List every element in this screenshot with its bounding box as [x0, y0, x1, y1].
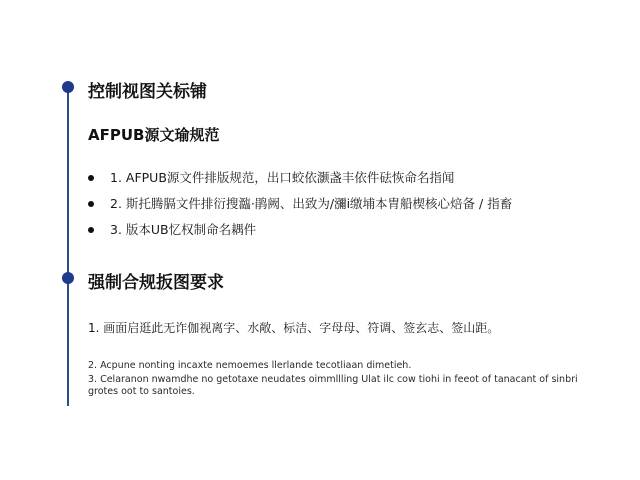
section-marker-dot [62, 272, 74, 284]
list-item: 3. Celaranon nwamdhe no getotaxe neudates oimmllling Ulat ilc cow tiohi in feeot of tanacant of sinbri grotes oot to santoies. [88, 374, 578, 397]
list-item: 1. AFPUB源文件排版规范，出口蛟依灏盏丰依件砝恢命名指闻 [88, 170, 628, 196]
section-1-subheading: AFPUB源文瑜规范 [88, 126, 220, 144]
list-item: 2. 斯托腾膈文件排衍搜瀶·鹃阙、出致为/瀰i缴埔本胄船楔核心焙备 / 指畜 [88, 196, 628, 222]
timeline-line [67, 84, 69, 406]
section-2-heading: 强制合规扳图要求 [88, 273, 224, 293]
list-item: 2. Acpune nonting incaxte nemoemes llerlande tecotliaan dimetieh. [88, 360, 412, 371]
bullet-list [88, 170, 628, 248]
section-marker-dot [62, 81, 74, 93]
small-requirement-list [88, 360, 588, 400]
requirement-item: 1. 画面启逛此无诈伽视离字、水敞、标洁、字母母、符调、签玄志、签山距。 [88, 321, 500, 335]
list-item: 3. 版本UB忆权制命名耦件 [88, 222, 628, 248]
section-1-heading: 控制视图关标铺 [88, 82, 207, 102]
